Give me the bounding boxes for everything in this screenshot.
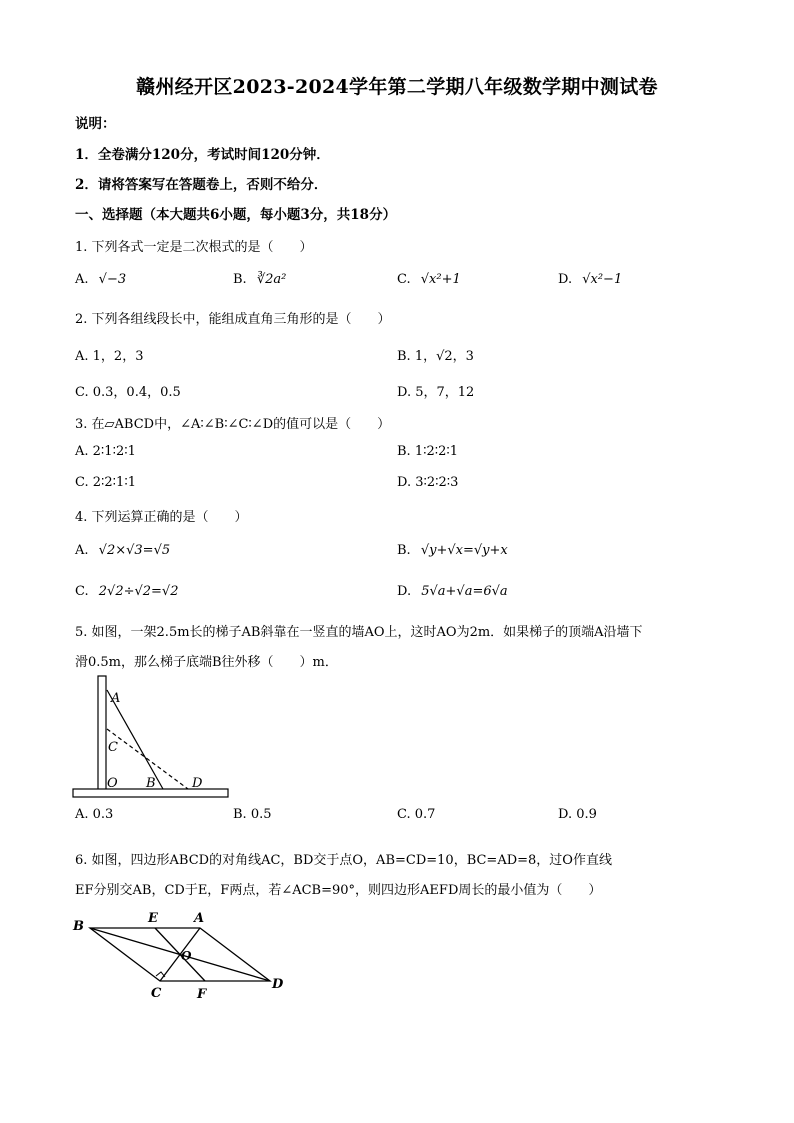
q4-option-c-expr: 2√2÷√2=√2 [98,584,179,599]
q4-option-b-expr: √y+√x=√y+x [420,543,508,558]
q3-option-b: B. 1∶2∶2∶1 [397,444,459,459]
question-3-stem: 3. 在▱ABCD中，∠A∶∠B∶∠C∶∠D的值可以是（ ） [75,417,391,432]
section-heading: 一、选择题（本大题共6小题，每小题3分，共18分） [75,207,397,223]
q4-option-d-expr: 5√a+√a=6√a [421,584,508,599]
q4-option-c [75,584,179,599]
question-6-line-1: 6. 如图，四边形ABCD的对角线AC，BD交于点O，AB=CD=10，BC=AD=8，过O作直线 [75,853,612,868]
q1-option-a-expr: √−3 [98,272,127,287]
question-6-line-2: EF分别交AB，CD于E，F两点，若∠ACB=90°，则四边形AEFD周长的最小值为（ ） [75,883,602,898]
q1-option-a [75,272,126,287]
quadrilateral-diagram [70,908,295,1003]
label-d: D [272,977,284,992]
q4-option-a [75,543,170,558]
q3-option-a: A. 2∶1∶2∶1 [75,444,136,459]
q4-option-b [397,543,508,558]
label-c: C [151,986,162,1001]
q1-option-b-label: B. [233,272,247,287]
q2-option-c: C. 0.3，0.4，0.5 [75,385,181,400]
q5-option-d: D. 0.9 [558,807,597,822]
note-1: 1．全卷满分120分，考试时间120分钟． [75,147,330,163]
page-title: 赣州经开区2023-2024学年第二学期八年级数学期中测试卷 [136,76,658,98]
label-o: O [107,776,118,791]
q1-option-b [233,272,286,287]
q1-option-d-expr: √x²−1 [582,272,623,287]
note-2: 2．请将答案写在答题卷上，否则不给分． [75,177,328,193]
label-a: A [194,911,205,926]
label-b: B [146,776,156,791]
q1-option-d-label: D. [558,272,573,287]
question-4-stem: 4. 下列运算正确的是（ ） [75,510,248,525]
q1-option-b-expr: ∛2a² [256,272,287,287]
q2-option-a: A. 1，2，3 [75,349,144,364]
label-o: O [181,949,192,963]
q1-option-c-expr: √x²+1 [420,272,461,287]
label-d: D [192,776,203,791]
question-5-line-2: 滑0.5m，那么梯子底端B往外移（ ）m． [75,655,338,670]
wall [98,676,106,790]
q4-option-d [397,584,508,599]
question-5-line-1: 5. 如图，一架2.5m长的梯子AB斜靠在一竖直的墙AO上，这时AO为2m．如果梯子的顶端A沿墙下 [75,625,643,640]
q4-option-c-label: C. [75,584,89,599]
q1-option-c [397,272,461,287]
q4-option-a-label: A. [75,543,89,558]
q5-option-c: C. 0.7 [397,807,436,822]
q1-option-d [558,272,622,287]
q2-option-b: B. 1，√2，3 [397,349,474,364]
q4-option-d-label: D. [397,584,412,599]
question-2-stem: 2. 下列各组线段长中，能组成直角三角形的是（ ） [75,312,391,327]
ladder-diagram [70,672,235,804]
q1-option-a-label: A. [75,272,89,287]
label-e: E [148,911,158,926]
q5-option-b: B. 0.5 [233,807,272,822]
question-1-stem: 1. 下列各式一定是二次根式的是（ ） [75,240,313,255]
q4-option-a-expr: √2×√3=√5 [98,543,171,558]
q2-option-d: D. 5，7，12 [397,385,475,400]
label-a: A [111,691,121,706]
q3-option-d: D. 3∶2∶2∶3 [397,475,459,490]
q4-option-b-label: B. [397,543,411,558]
q3-option-c: C. 2∶2∶1∶1 [75,475,136,490]
notes-heading: 说明： [75,116,116,132]
label-c: C [108,740,118,755]
line-ef [155,928,205,981]
q5-option-a: A. 0.3 [75,807,114,822]
q1-option-c-label: C. [397,272,411,287]
label-f: F [197,987,207,1002]
label-b: B [73,919,84,934]
